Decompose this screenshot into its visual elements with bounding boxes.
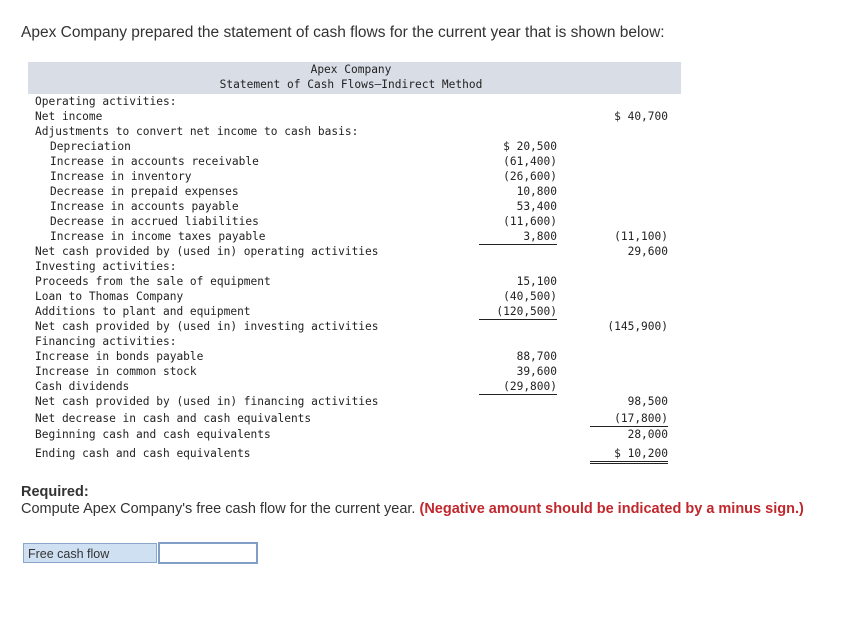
row-label: Net income — [35, 110, 103, 123]
statement-row — [28, 394, 681, 409]
row-total-amount: $ 10,200 — [590, 446, 668, 464]
row-label: Increase in accounts payable — [50, 200, 239, 213]
statement-row — [28, 319, 681, 334]
row-detail-amount: $ 20,500 — [503, 140, 557, 153]
row-label: Financing activities: — [35, 335, 177, 348]
row-label: Additions to plant and equipment — [35, 305, 251, 318]
row-label: Net cash provided by (used in) investing activities — [35, 320, 379, 333]
row-label: Operating activities: — [35, 95, 177, 108]
statement-row — [28, 304, 681, 319]
row-total-amount: (145,900) — [607, 320, 668, 333]
row-label: Increase in common stock — [35, 365, 197, 378]
row-detail-amount: 15,100 — [516, 275, 557, 288]
question-intro: Apex Company prepared the statement of cash flows for the current year that is shown below: — [21, 24, 665, 41]
statement-row — [28, 259, 681, 274]
row-label: Decrease in accrued liabilities — [50, 215, 259, 228]
statement-row — [28, 124, 681, 139]
required-heading: Required: — [21, 484, 89, 500]
statement-row — [28, 411, 681, 426]
statement-row — [28, 139, 681, 154]
row-label: Loan to Thomas Company — [35, 290, 184, 303]
statement-row — [28, 364, 681, 379]
statement-row — [28, 349, 681, 364]
row-detail-amount: (11,600) — [503, 215, 557, 228]
statement-row — [28, 379, 681, 394]
row-label: Net cash provided by (used in) operating activities — [35, 245, 379, 258]
cash-flow-statement — [28, 62, 681, 461]
row-detail-amount: 88,700 — [516, 350, 557, 363]
statement-row — [28, 199, 681, 214]
row-label: Increase in accounts receivable — [50, 155, 259, 168]
statement-header — [28, 62, 681, 94]
statement-row — [28, 94, 681, 109]
row-detail-amount: (26,600) — [503, 170, 557, 183]
statement-row — [28, 427, 681, 442]
row-total-amount: (17,800) — [590, 411, 668, 427]
statement-title: Statement of Cash Flows—Indirect Method — [219, 78, 483, 91]
required-text: Compute Apex Company's free cash flow for the current year. — [21, 501, 416, 517]
statement-row — [28, 274, 681, 289]
row-detail-amount: 39,600 — [516, 365, 557, 378]
row-label: Increase in bonds payable — [35, 350, 204, 363]
row-label: Proceeds from the sale of equipment — [35, 275, 271, 288]
row-label: Increase in inventory — [50, 170, 192, 183]
row-label: Cash dividends — [35, 380, 130, 393]
required-note: (Negative amount should be indicated by a minus sign.) — [419, 501, 804, 517]
row-label: Depreciation — [50, 140, 131, 153]
statement-rows — [28, 94, 681, 461]
row-label: Beginning cash and cash equivalents — [35, 428, 271, 441]
row-detail-amount: 3,800 — [479, 229, 557, 245]
required-instructions — [21, 501, 804, 517]
row-total-amount: 28,000 — [627, 428, 668, 441]
row-detail-amount: (29,800) — [479, 379, 557, 395]
row-total-amount: (11,100) — [614, 230, 668, 243]
row-total-amount: 29,600 — [627, 245, 668, 258]
statement-row — [28, 184, 681, 199]
statement-row — [28, 154, 681, 169]
row-detail-amount: 53,400 — [516, 200, 557, 213]
company-name: Apex Company — [310, 63, 392, 76]
statement-row — [28, 289, 681, 304]
row-label: Net decrease in cash and cash equivalents — [35, 412, 312, 425]
row-total-amount: $ 40,700 — [614, 110, 668, 123]
row-label: Ending cash and cash equivalents — [35, 447, 251, 460]
row-label: Net cash provided by (used in) financing activities — [35, 395, 379, 408]
row-total-amount: 98,500 — [627, 395, 668, 408]
statement-row — [28, 229, 681, 244]
statement-row — [28, 446, 681, 461]
statement-row — [28, 244, 681, 259]
row-detail-amount: (120,500) — [479, 304, 557, 320]
row-detail-amount: (40,500) — [503, 290, 557, 303]
free-cash-flow-label: Free cash flow — [23, 543, 157, 563]
row-detail-amount: 10,800 — [516, 185, 557, 198]
row-label: Investing activities: — [35, 260, 177, 273]
row-detail-amount: (61,400) — [503, 155, 557, 168]
free-cash-flow-input[interactable] — [158, 542, 258, 564]
row-label: Decrease in prepaid expenses — [50, 185, 239, 198]
row-label: Increase in income taxes payable — [50, 230, 266, 243]
statement-row — [28, 169, 681, 184]
statement-row — [28, 334, 681, 349]
statement-row — [28, 214, 681, 229]
row-label: Adjustments to convert net income to cash basis: — [35, 125, 359, 138]
statement-row — [28, 109, 681, 124]
